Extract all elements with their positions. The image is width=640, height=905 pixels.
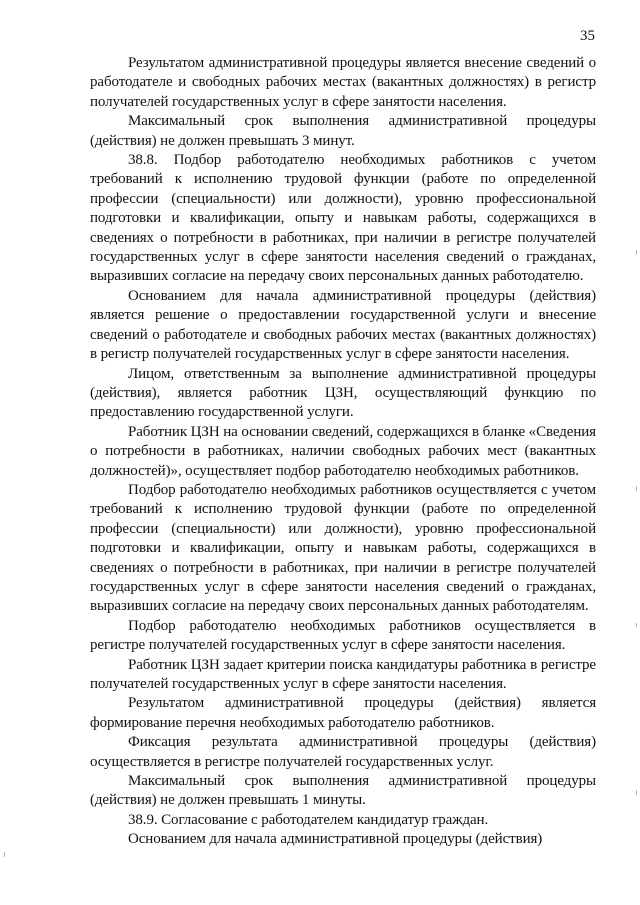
scan-edge-mark: [636, 623, 637, 627]
paragraph-38-8-heading: 38.8. Подбор работодателю необходимых работников с учетом требований к исполнению трудовой функции (работе по определенной профессии (специальности) или должности), уровню профессиональной подготовки и квалификации, опыту и навыкам работы, содержащихся в сведениях о потребности в работниках, при наличии в регистре получателей государственных услуг в сфере занятости населения сведений о гражданах, выразивших согласие на передачу своих персональных данных работодателю.: [90, 152, 596, 285]
paragraph-czn-selection: Работник ЦЗН на основании сведений, содержащихся в бланке «Сведения о потребности в работниках, наличии свободных рабочих мест (вакантных должностей)», осуществляет подбор работодателю необходимых работников.: [90, 423, 596, 479]
page-number: 35: [580, 28, 595, 44]
scan-edge-mark: [636, 486, 637, 491]
paragraph-max-time-1: Максимальный срок выполнения административной процедуры (действия) не должен превышать 1 минуты.: [90, 773, 596, 809]
paragraph-selection-criteria: Подбор работодателю необходимых работников осуществляется с учетом требований к исполнению трудовой функции (работе по определенной профессии (специальности) или должности), уровню профессиональной подготовки и квалификации, опыту и навыкам работы, содержащихся в сведениях о потребности в работниках, при наличии в регистре получателей государственных услуг в сфере занятости населения сведений о гражданах, выразивших согласие на передачу своих персональных данных работодателям.: [90, 481, 596, 615]
paragraph-selection-register: Подбор работодателю необходимых работников осуществляется в регистре получателей государственных услуг в сфере занятости населения.: [90, 617, 596, 654]
scan-edge-mark: [636, 250, 637, 255]
paragraph-fixation: Фиксация результата административной процедуры (действия) осуществляется в регистре получателей государственных услуг.: [90, 734, 596, 770]
scan-edge-mark: [636, 790, 637, 795]
scan-edge-mark: [4, 852, 5, 857]
paragraph-responsible: Лицом, ответственным за выполнение административной процедуры (действия), является работник ЦЗН, осуществляющий функцию по предоставлению государственной услуги.: [90, 365, 596, 421]
paragraph-result-entry: Результатом административной процедуры является внесение сведений о работодателе и свободных рабочих местах (вакантных должностях) в регистр получателей государственных услуг в сфере занятости населения.: [90, 55, 596, 110]
paragraph-grounds: Основанием для начала административной процедуры (действия) является решение о предоставлении государственной услуги и внесение сведений о работодателе и свободных рабочих местах (вакантных должностях) в регистр получателей государственных услуг в сфере занятости населения.: [90, 287, 596, 363]
document-body: [90, 54, 596, 850]
paragraph-38-9-heading: 38.9. Согласование с работодателем кандидатур граждан.: [128, 811, 489, 828]
paragraph-search-criteria: Работник ЦЗН задает критерии поиска кандидатуры работника в регистре получателей государственных услуг в сфере занятости населения.: [90, 656, 596, 692]
paragraph-max-time-3: Максимальный срок выполнения административной процедуры (действия) не должен превышать 3 минут.: [90, 113, 596, 149]
paragraph-result-list: Результатом административной процедуры (действия) является формирование перечня необходимых работодателю работников.: [90, 695, 596, 731]
paragraph-grounds-next: Основанием для начала административной процедуры (действия): [128, 831, 543, 848]
